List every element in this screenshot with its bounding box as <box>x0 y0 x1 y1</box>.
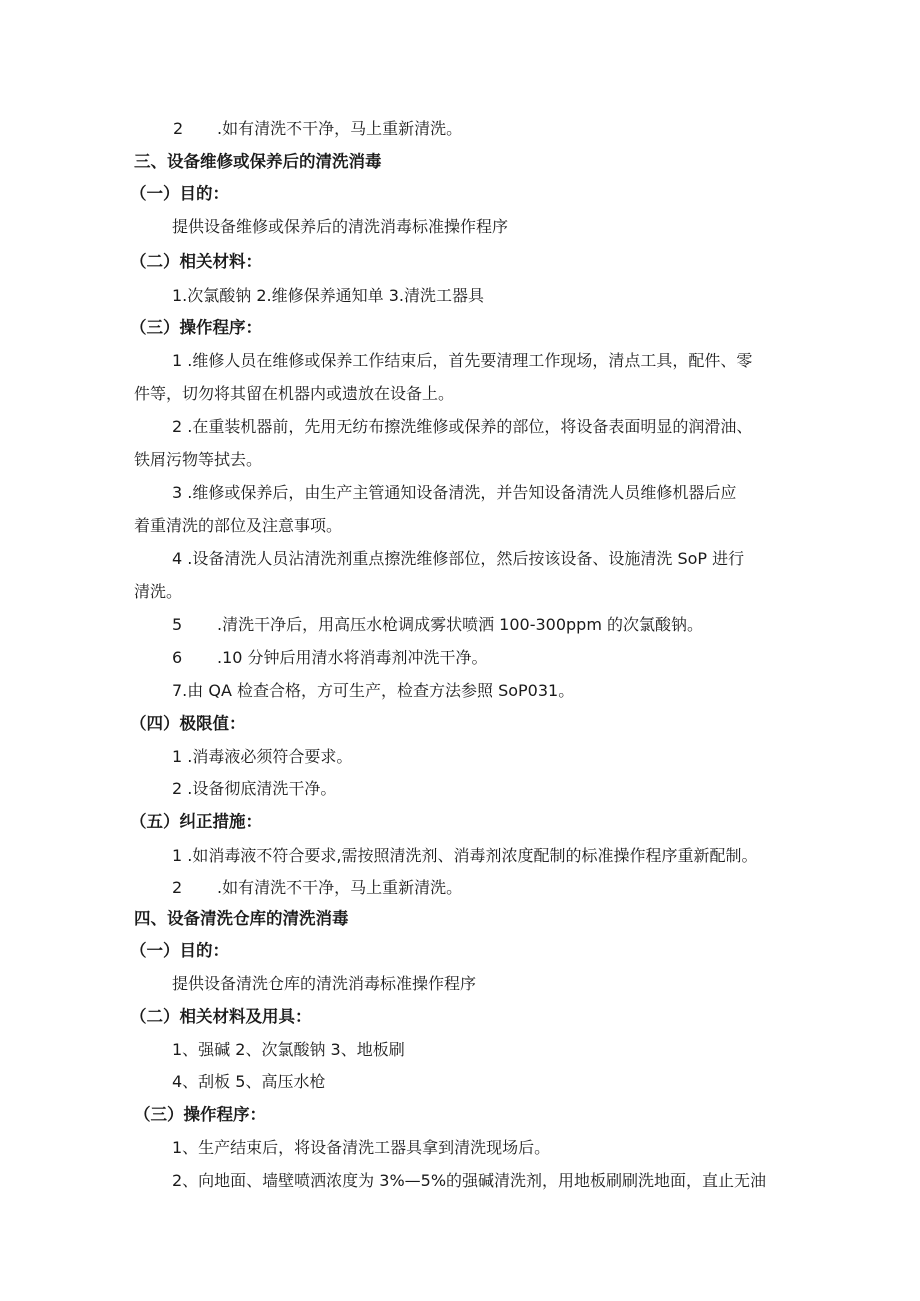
list-item <box>172 877 462 899</box>
list-item <box>172 647 488 669</box>
list-number: 2 <box>173 119 184 138</box>
paragraph: 2、向地面、墙壁喷洒浓度为 3%—5%的强碱清洗剂，用地板刷刷洗地面，直止无油 <box>172 1171 767 1190</box>
paragraph: 2 .在重装机器前，先用无纺布擦洗维修或保养的部位，将设备表面明显的润滑油、 <box>172 417 753 436</box>
section-heading: 四、设备清洗仓库的清洗消毒 <box>134 909 349 928</box>
subsection-heading: （二）相关材料及用具： <box>130 1007 312 1026</box>
paragraph: 4 .设备清洗人员沾清洗剂重点擦洗维修部位，然后按该设备、设施清洗 SoP 进行 <box>172 549 745 568</box>
list-text: .如有清洗不干净，马上重新清洗。 <box>217 878 463 897</box>
subsection-heading: （二）相关材料： <box>130 252 262 271</box>
paragraph: 提供设备清洗仓库的清洗消毒标准操作程序 <box>172 974 477 993</box>
list-item <box>172 614 703 636</box>
list-text: .10 分钟后用清水将消毒剂冲洗干净。 <box>217 648 488 667</box>
paragraph: 1、生产结束后，将设备清洗工器具拿到清洗现场后。 <box>172 1138 551 1157</box>
list-number: 6 <box>172 648 183 667</box>
paragraph: 清洗。 <box>134 582 183 601</box>
paragraph: 铁屑污物等拭去。 <box>134 450 263 469</box>
subsection-heading: （三）操作程序： <box>134 1105 266 1124</box>
list-text: .如有清洗不干净，马上重新清洗。 <box>217 119 463 138</box>
subsection-heading: （一）目的： <box>130 184 229 203</box>
list-item <box>173 118 462 140</box>
paragraph: 件等，切勿将其留在机器内或遗放在设备上。 <box>134 384 455 403</box>
subsection-heading: （三）操作程序： <box>130 318 262 337</box>
paragraph: 1 .维修人员在维修或保养工作结束后，首先要清理工作现场，清点工具，配件、零 <box>172 351 753 370</box>
paragraph: 1 .消毒液必须符合要求。 <box>172 747 353 766</box>
paragraph: 7.由 QA 检查合格，方可生产，检查方法参照 SoP031。 <box>172 681 575 700</box>
list-text: .清洗干净后，用高压水枪调成雾状喷洒 100-300ppm 的次氯酸钠。 <box>217 615 704 634</box>
subsection-heading: （一）目的： <box>130 941 229 960</box>
subsection-heading: （五）纠正措施： <box>130 812 262 831</box>
paragraph: 4、刮板 5、高压水枪 <box>172 1072 326 1091</box>
paragraph: 1.次氯酸钠 2.维修保养通知单 3.清洗工器具 <box>172 286 484 305</box>
subsection-heading: （四）极限值： <box>130 714 246 733</box>
section-heading: 三、设备维修或保养后的清洗消毒 <box>134 152 382 171</box>
paragraph: 提供设备维修或保养后的清洗消毒标准操作程序 <box>172 217 509 236</box>
paragraph: 1、强碱 2、次氯酸钠 3、地板刷 <box>172 1040 405 1059</box>
paragraph: 1 .如消毒液不符合要求,需按照清洗剂、消毒剂浓度配制的标准操作程序重新配制。 <box>172 846 758 865</box>
paragraph: 着重清洗的部位及注意事项。 <box>134 516 343 535</box>
paragraph: 2 .设备彻底清洗干净。 <box>172 779 337 798</box>
paragraph: 3 .维修或保养后，由生产主管通知设备清洗，并告知设备清洗人员维修机器后应 <box>172 483 737 502</box>
list-number: 5 <box>172 615 183 634</box>
list-number: 2 <box>172 878 183 897</box>
